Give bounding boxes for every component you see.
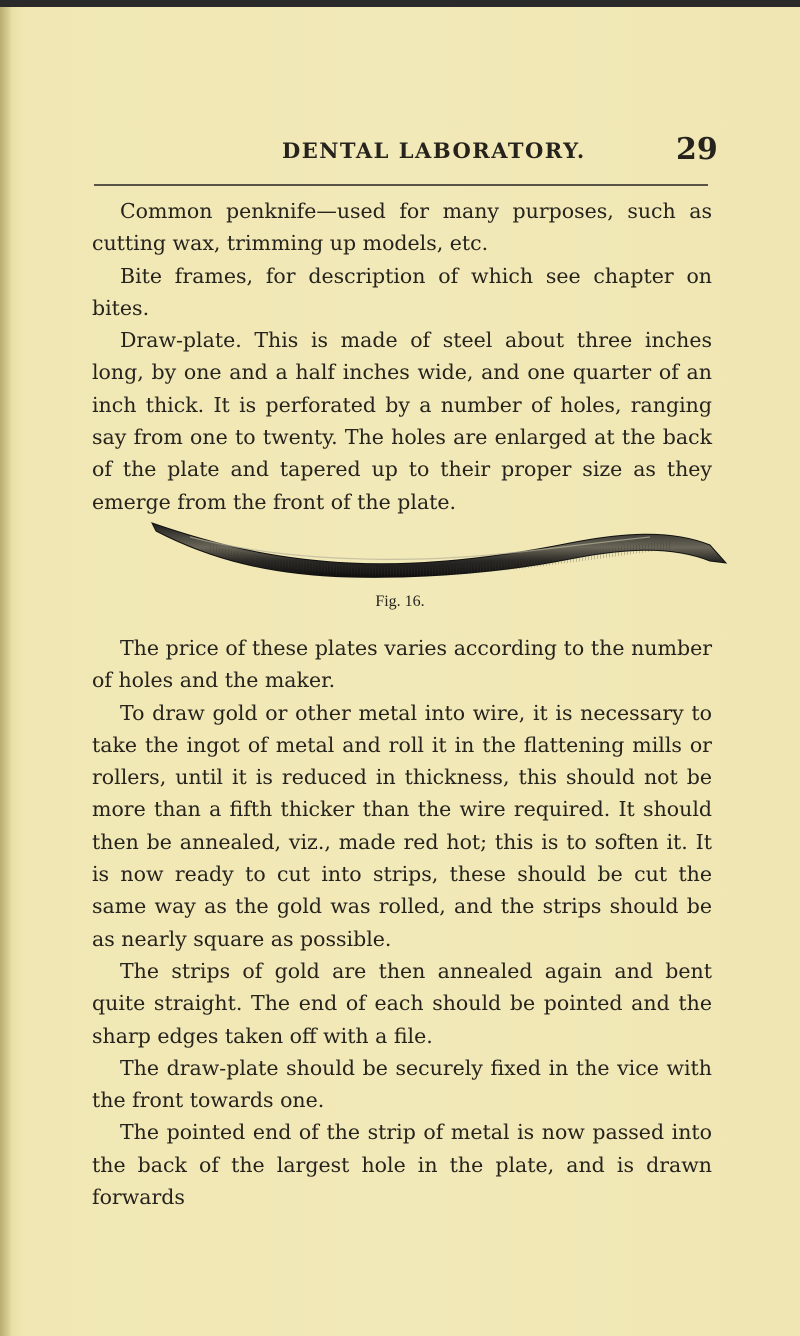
binding-gutter xyxy=(0,0,12,1336)
figure-caption: Fig. 16. xyxy=(375,593,425,610)
draw-plate-illustration xyxy=(150,515,730,585)
page-number: 29 xyxy=(676,132,718,167)
header-title: DENTAL LABORATORY. xyxy=(282,138,586,163)
paragraph-vice: The draw-plate should be securely fixed in the vice with the front towards one. xyxy=(92,1055,712,1113)
paragraph-price: The price of these plates varies according to the number of holes and the maker. xyxy=(92,636,712,693)
text-block-bottom xyxy=(92,632,712,1213)
paragraph-bite-frames: Bite frames, for description of which see chapter on bites. xyxy=(92,263,712,320)
running-head xyxy=(0,132,800,172)
paragraph-pointed-end: The pointed end of the strip of metal is now passed into the back of the largest hole in the plate, and is drawn forwards xyxy=(92,1120,712,1210)
paragraph-draw-gold: To draw gold or other metal into wire, it is necessary to take the ingot of metal and roll it in the flattening mills or rollers, until it is reduced in thickness, this should not be more than a fifth thicker than the wire required. It should then be annealed, viz., made red hot; this is to soften it. It is now ready to cut into strips, these should be cut the same way as the gold was rolled, and the strips should be as nearly square as possible. xyxy=(92,700,712,951)
paragraph-penknife: Common penknife—used for many purposes, such as cutting wax, trimming up models, etc. xyxy=(92,199,712,256)
page-top-edge xyxy=(0,0,800,7)
paragraph-anneal-again: The strips of gold are then annealed again and bent quite straight. The end of each should be pointed and the sharp edges taken off with a file. xyxy=(92,958,712,1048)
header-rule xyxy=(94,184,708,186)
text-block-top xyxy=(92,195,712,518)
paragraph-draw-plate: Draw-plate. This is made of steel about three inches long, by one and a half inches wide, and one quarter of an inch thick. It is perforated by a number of holes, ranging say from one to twenty. The holes are enlarged at the back of the plate and tapered up to their proper size as they emerge from the front of the plate. xyxy=(92,328,712,514)
